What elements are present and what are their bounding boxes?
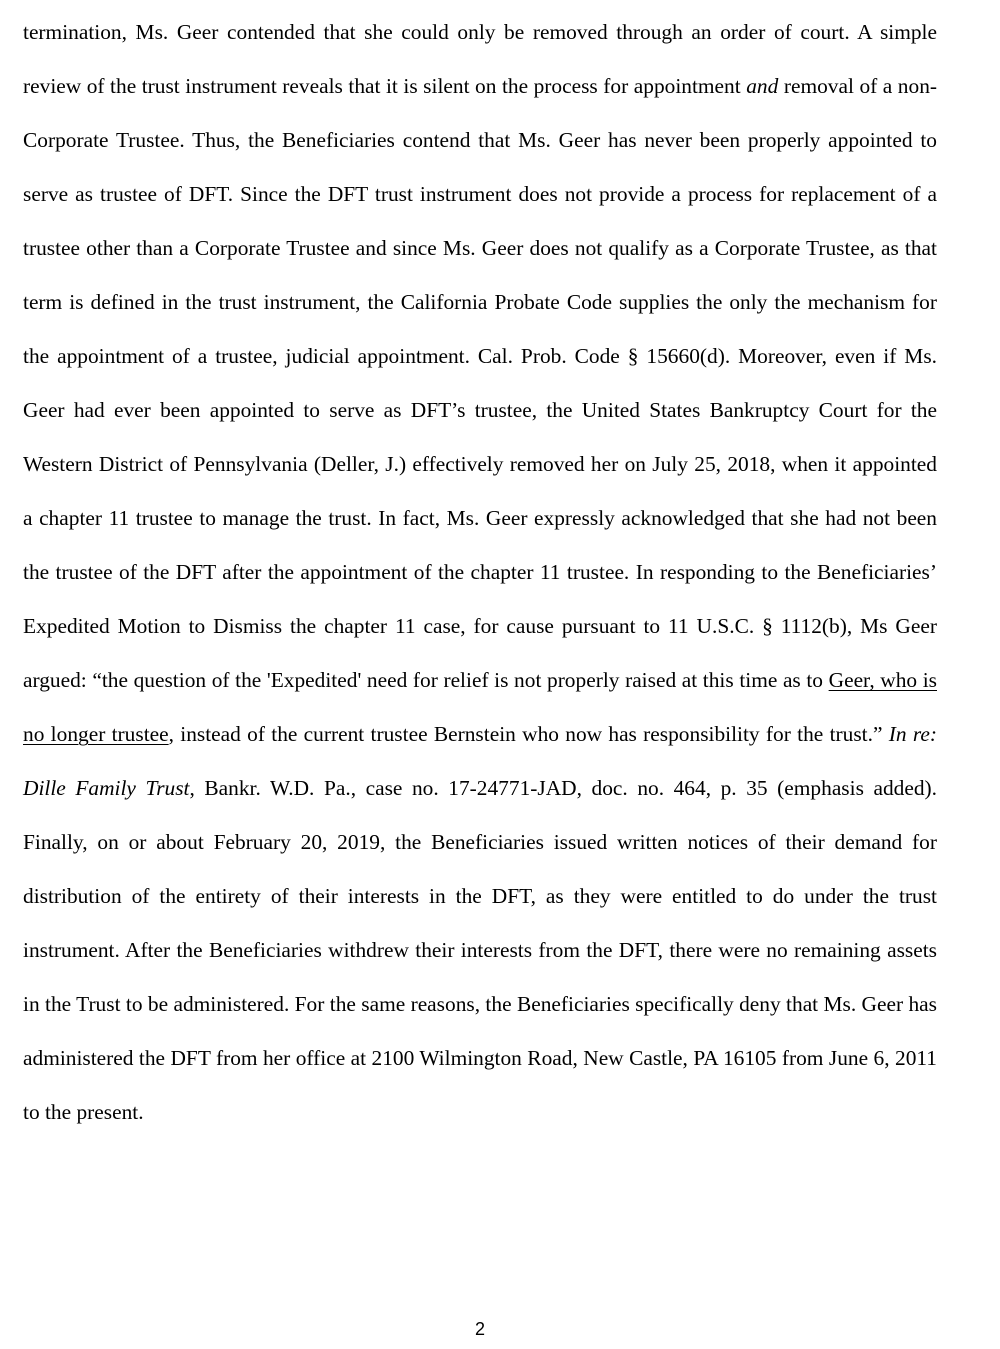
page-number: 2 [474,1319,485,1339]
paragraph-text-3: , instead of the current trustee Bernstein who now has responsibility for the trust.” [168,722,889,746]
paragraph-text-4: , Bankr. W.D. Pa., case no. 17-24771-JAD, doc. no. 464, p. 35 (emphasis added). Finally, on or about February 20, 2019, the Beneficiaries issued written notices of their demand for distribution of the entirety of their interests in the DFT, as they were entitled to do under the trust instrument. After the Beneficiaries withdrew their interests from the DFT, there were no remaining assets in the Trust to be administered. For the same reasons, the Beneficiaries specifically deny that Ms. Geer has administered the DFT from her office at 2100 Wilmington Road, New Castle, PA 16105 from June 6, 2011 to the present. [23,776,938,1124]
emphasis-and: and [746,74,779,98]
underlined-quote: Geer, who is no longer trustee [23,668,937,746]
paragraph-text-1: termination, Ms. Geer contended that she could only be removed through an order of court. A simple review of the trust instrument reveals that it is silent on the process for appointment [23,20,937,98]
case-citation: In re: Dille Family Trust [23,722,937,800]
paragraph-text-2: removal of a non-Corporate Trustee. Thus, the Beneficiaries contend that Ms. Geer has never been properly appointed to serve as trustee of DFT. Since the DFT trust instrument does not provide a process for replacement of a trustee other than a Corporate Trustee and since Ms. Geer does not qualify as a Corporate Trustee, as that term is defined in the trust instrument, the California Probate Code supplies the only the mechanism for the appointment of a trustee, judicial appointment. Cal. Prob. Code § 15660(d). Moreover, even if Ms. Geer had ever been appointed to serve as DFT’s trustee, the United States Bankruptcy Court for the Western District of Pennsylvania (Deller, J.) effectively removed her on July 25, 2018, when it appointed a chapter 11 trustee to manage the trust. In fact, Ms. Geer expressly acknowledged that she had not been the trustee of the DFT after the appointment of the chapter 11 trustee. In responding to the Beneficiaries’ Expedited Motion to Dismiss the chapter 11 case, for cause pursuant to 11 U.S.C. § 1112(b), Ms Geer argued: “the question of the 'Expedited' need for relief is not properly raised at this time as to [23,74,938,692]
body-paragraph [23,5,937,1139]
